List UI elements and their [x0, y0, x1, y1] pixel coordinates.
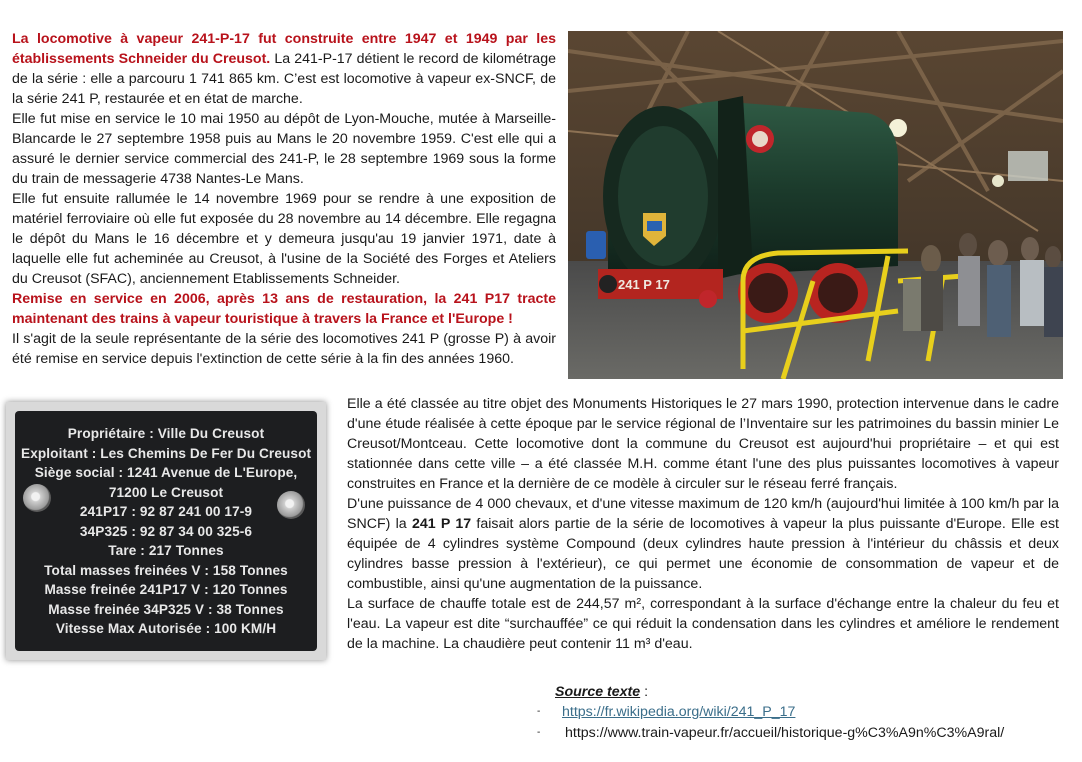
plate-line: 71200 Le Creusot — [108, 484, 224, 501]
loco-number-plate: 241 P 17 — [618, 277, 670, 292]
screw-icon — [277, 491, 305, 519]
plate-line: Tare : 217 Tonnes — [108, 543, 224, 559]
plate-line: 241P17 : 92 87 241 00 17-9 — [79, 504, 253, 520]
source-colon: : — [640, 684, 649, 700]
plate-line: Total masses freinées V : 158 Tonnes — [44, 562, 288, 579]
paragraph-intro — [12, 29, 556, 109]
bullet-dash: - — [537, 706, 541, 717]
paragraph-power — [347, 494, 1059, 594]
left-text-column — [12, 29, 556, 369]
power-text-b: faisait alors partie de la série de locomotives à vapeur la plus puissante d'Europe. Elle est équipée de 4 cylindres système Compound (deux cylindres haute pression à l'intérieur du châssis et deux cylindres basse pression à l'extérieur), ce qui permet une économie de consommation de vapeur et de combustible, ainsi qu'une augmentation de la puissance. — [347, 516, 1059, 592]
plate-surface — [15, 411, 317, 651]
intro-highlight: La locomotive à vapeur 241-P-17 fut construite entre 1947 et 1949 par les établissements Schneider du Creusot. — [12, 31, 556, 67]
source-heading — [555, 682, 648, 702]
source-list — [537, 702, 1004, 743]
plate-line: Masse freinée 34P325 V : 38 Tonnes — [48, 601, 284, 618]
plate-line: Vitesse Max Autorisée : 100 KM/H — [55, 621, 277, 637]
paragraph-exhibition: Elle fut ensuite rallumée le 14 novembre 1969 pour se rendre à une exposition de matériel ferroviaire où elle fut exposée du 28 novembre au 14 décembre. Elle regagna le dépôt du Mans le 16 décembre et y demeura jusqu'au 19 janvier 1971, date à laquelle elle fut acheminée au Creusot, à l'usine de la Société des Forges et Ateliers du Creusot (SFAC), anciennement Etablissements Schneider. — [12, 191, 556, 287]
power-text-a: D'une puissance de 4 000 chevaux, et d'une vitesse maximum de 120 km/h (aujourd'hui limitée à 100 km/h par la SNCF) la — [347, 496, 1059, 532]
paragraph-unique: Il s'agit de la seule représentante de la série des locomotives 241 P (grosse P) à avoir été remise en service depuis l'extinction de cette série à la fin des années 1960. — [12, 331, 556, 367]
power-loco-name: 241 P 17 — [411, 516, 472, 532]
plate-line: Exploitant : Les Chemins De Fer Du Creusot — [21, 445, 312, 462]
intro-text: La 241-P-17 détient le record de kilométrage de la série : elle a parcouru 1 741 865 km. C’est est locomotive à vapeur ex-SNCF, de la série 241 P, restaurée et en état de marche. — [12, 51, 556, 107]
source-title: Source texte — [555, 684, 641, 700]
source-item — [537, 702, 1004, 723]
plate-text — [15, 425, 317, 640]
source-link-train-vapeur[interactable]: https://www.train-vapeur.fr/accueil/historique-g%C3%A9n%C3%A9ral/ — [565, 724, 1005, 741]
paragraph-classification: Elle a été classée au titre objet des Monuments Historiques le 27 mars 1990, protection intervenue dans le cadre d'une étude réalisée à cette époque par le service régional de l’Inventaire sur les patrimoines du bassin minier Le Creusot/Montceau. Cette locomotive dont la commune du Creusot est aujourd'hui propriétaire – et qui est stationnée dans cette ville – a été classée M.H. comme étant l'une des plus puissantes locomotives à vapeur construites en France et la dernière de ce modèle à circuler sur le réseau ferré français. — [347, 396, 1059, 492]
plate-line: Siège social : 1241 Avenue de L'Europe, — [34, 465, 298, 481]
screw-icon — [23, 484, 51, 512]
source-link-wikipedia[interactable]: https://fr.wikipedia.org/wiki/241_P_17 — [562, 704, 796, 720]
right-text-column — [347, 394, 1059, 654]
identification-plate-photo — [6, 402, 326, 660]
paragraph-heating-surface: La surface de chauffe totale est de 244,57 m², correspondant à la surface d'échange entre la chaleur du feu et l'eau. La vapeur est dite “surchauffée” ce qui réduit la condensation dans les cylindres et améliore le rendement de la machine. La chaudière peut contenir 11 m³ d'eau. — [347, 596, 1059, 652]
plate-line: Propriétaire : Ville Du Creusot — [67, 426, 265, 442]
plate-line: 34P325 : 92 87 34 00 325-6 — [79, 523, 253, 540]
paragraph-service: Elle fut mise en service le 10 mai 1950 au dépôt de Lyon-Mouche, mutée à Marseille-Blancarde le 27 septembre 1958 puis au Mans le 20 novembre 1959. C'est elle qui a assuré le dernier service commercial des 241-P, le 28 septembre 1969 sous la forme du train de messagerie 4738 Nantes-Le Mans. — [12, 111, 556, 187]
paragraph-restoration-highlight: Remise en service en 2006, après 13 ans de restauration, la 241 P17 tracte maintenant des trains à vapeur touristique à travers la France et l'Europe ! — [12, 291, 556, 327]
plate-line: Masse freinée 241P17 V : 120 Tonnes — [44, 582, 288, 598]
source-item — [537, 723, 1004, 744]
locomotive-photo — [568, 31, 1063, 379]
bullet-dash: - — [537, 726, 541, 738]
